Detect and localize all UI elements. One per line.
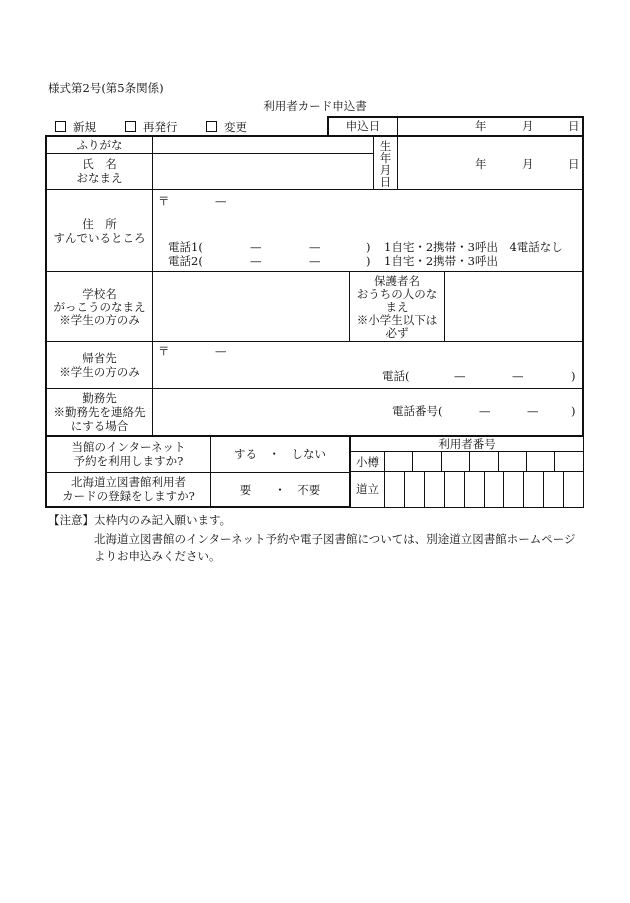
phone2-close: ) (366, 254, 371, 268)
digit-cell-divider (404, 472, 405, 508)
card-answer[interactable]: 要 ・ 不要 (239, 483, 321, 497)
furigana-field[interactable] (154, 137, 372, 152)
address-sub-label: すんでいるところ (53, 231, 146, 245)
digit-cell-divider (464, 472, 465, 508)
workplace-phone-sep-2: — (527, 404, 539, 418)
digit-cell-divider (412, 451, 413, 472)
user-number-row-otaru: 小樽 (356, 455, 379, 469)
hometown-top-divider (46, 341, 583, 342)
guardian-label-4: ※小学生以下は (356, 313, 438, 327)
birth-char-2: 年 (379, 151, 392, 165)
phone1-sep-1: — (250, 240, 262, 254)
card-question-1: 北海道立図書館利用者 (71, 475, 186, 489)
school-note: ※学生の方のみ (59, 313, 140, 327)
birth-char-4: 日 (379, 175, 392, 189)
checkbox-square-icon[interactable] (206, 121, 217, 132)
digit-cell-divider (498, 451, 499, 472)
checkbox-reissue[interactable] (125, 120, 178, 134)
guardian-label-5: 必ず (385, 326, 409, 340)
checkbox-reissue-label: 再発行 (143, 120, 178, 134)
date-box-top (327, 116, 584, 118)
guardian-label-2: おうちの人のな (356, 287, 438, 301)
frame-bottom-left (45, 506, 351, 508)
digit-cell-divider (523, 472, 524, 508)
digit-cell-divider (384, 472, 385, 508)
workplace-phone-label: 電話番号( (392, 404, 443, 418)
hometown-label: 帰省先 (82, 351, 117, 365)
birth-day: 日 (568, 157, 580, 171)
birth-char-1: 生 (379, 139, 392, 153)
hometown-postal-dash: — (215, 344, 227, 358)
application-date-month: 月 (522, 119, 534, 133)
workplace-phone-sep-1: — (479, 404, 491, 418)
name-field[interactable] (154, 155, 372, 188)
workplace-note-2: にする場合 (70, 419, 129, 433)
guardian-field[interactable] (446, 273, 581, 340)
hometown-phone-close: ) (571, 369, 576, 383)
postal-dash: — (215, 194, 227, 208)
digit-cell-divider (526, 451, 527, 472)
phone2-sep-1: — (250, 254, 262, 268)
digit-cell-divider (444, 472, 445, 508)
birth-right-divider (397, 136, 398, 189)
guardian-label-1: 保護者名 (374, 274, 420, 288)
guardian-right-divider (444, 272, 445, 342)
internet-answer[interactable]: する ・ しない (234, 447, 326, 461)
address-top-divider (46, 189, 583, 190)
birth-year: 年 (475, 157, 487, 171)
application-date-year: 年 (475, 119, 487, 133)
birth-month: 月 (522, 157, 534, 171)
form-number: 様式第2号(第5条関係) (48, 81, 164, 95)
phone1-label: 電話1( (168, 240, 203, 254)
digit-cell-divider (554, 451, 555, 472)
guardian-label-3: まえ (385, 300, 409, 314)
checkbox-new[interactable] (55, 120, 96, 134)
user-number-label: 利用者番号 (438, 437, 496, 451)
card-question-2: カードの登録をしますか? (62, 489, 195, 503)
workplace-note-1: ※勤務先を連絡先 (53, 405, 146, 419)
digit-cell-divider (469, 451, 470, 472)
postal-mark-icon: 〒 (158, 194, 170, 208)
user-number-row-doritsu: 道立 (356, 482, 379, 496)
digit-cell-divider (563, 472, 564, 508)
question-row-divider (46, 472, 350, 473)
school-top-divider (46, 271, 583, 272)
checkbox-change[interactable] (206, 120, 247, 134)
form-title: 利用者カード申込書 (263, 99, 367, 113)
note-line-2: 北海道立図書館のインターネット予約や電子図書館については、別途道立図書館ホームページ (94, 532, 576, 546)
school-field[interactable] (154, 273, 348, 340)
digit-cell-divider (543, 472, 544, 508)
phone2-label: 電話2( (168, 254, 203, 268)
user-number-row-divider (351, 471, 584, 472)
school-label: 学校名 (82, 287, 117, 301)
internet-question-1: 当館のインターネット (71, 440, 186, 454)
address-label: 住 所 (82, 217, 117, 231)
workplace-phone-close: ) (571, 404, 576, 418)
name-label: 氏 名 (82, 157, 117, 171)
phone2-options[interactable]: 1自宅・2携帯・3呼出 (384, 254, 498, 268)
checkbox-change-label: 変更 (224, 120, 247, 134)
note-line-1: 【注意】太枠内のみ記入願います。 (48, 513, 232, 527)
phone1-sep-2: — (309, 240, 321, 254)
phone2-sep-2: — (309, 254, 321, 268)
furigana-divider (46, 153, 373, 154)
hometown-postal-mark-icon: 〒 (158, 344, 170, 358)
furigana-label: ふりがな (76, 138, 123, 152)
checkbox-square-icon[interactable] (55, 121, 66, 132)
phone1-options[interactable]: 1自宅・2携帯・3呼出 4電話なし (384, 240, 563, 254)
hometown-phone-sep-2: — (512, 369, 524, 383)
internet-question-2: 予約を利用しますか? (73, 454, 184, 468)
checkbox-square-icon[interactable] (125, 121, 136, 132)
school-sub-label: がっこうのなまえ (53, 300, 146, 314)
checkbox-new-label: 新規 (73, 120, 96, 134)
user-number-header-divider (351, 451, 584, 452)
note-line-3: よりお申込みください。 (94, 549, 221, 563)
phone1-close: ) (366, 240, 371, 254)
user-number-right (583, 436, 584, 508)
name-sub-label: おなまえ (76, 171, 123, 185)
application-date-label: 申込日 (345, 119, 381, 133)
user-number-bottom (351, 507, 584, 508)
digit-cell-divider (503, 472, 504, 508)
digit-cell-divider (441, 451, 442, 472)
application-date-day: 日 (568, 119, 580, 133)
birth-char-3: 月 (379, 163, 392, 177)
workplace-top-divider (46, 388, 583, 389)
hometown-phone-sep-1: — (454, 369, 466, 383)
digit-cell-divider (484, 472, 485, 508)
label-column-divider (152, 136, 153, 436)
digit-cell-divider (424, 472, 425, 508)
hometown-phone-label: 電話( (382, 369, 410, 383)
date-box-divider (397, 116, 398, 136)
digit-cell-divider (384, 451, 385, 472)
workplace-label: 勤務先 (82, 391, 117, 405)
hometown-note: ※学生の方のみ (59, 365, 140, 379)
